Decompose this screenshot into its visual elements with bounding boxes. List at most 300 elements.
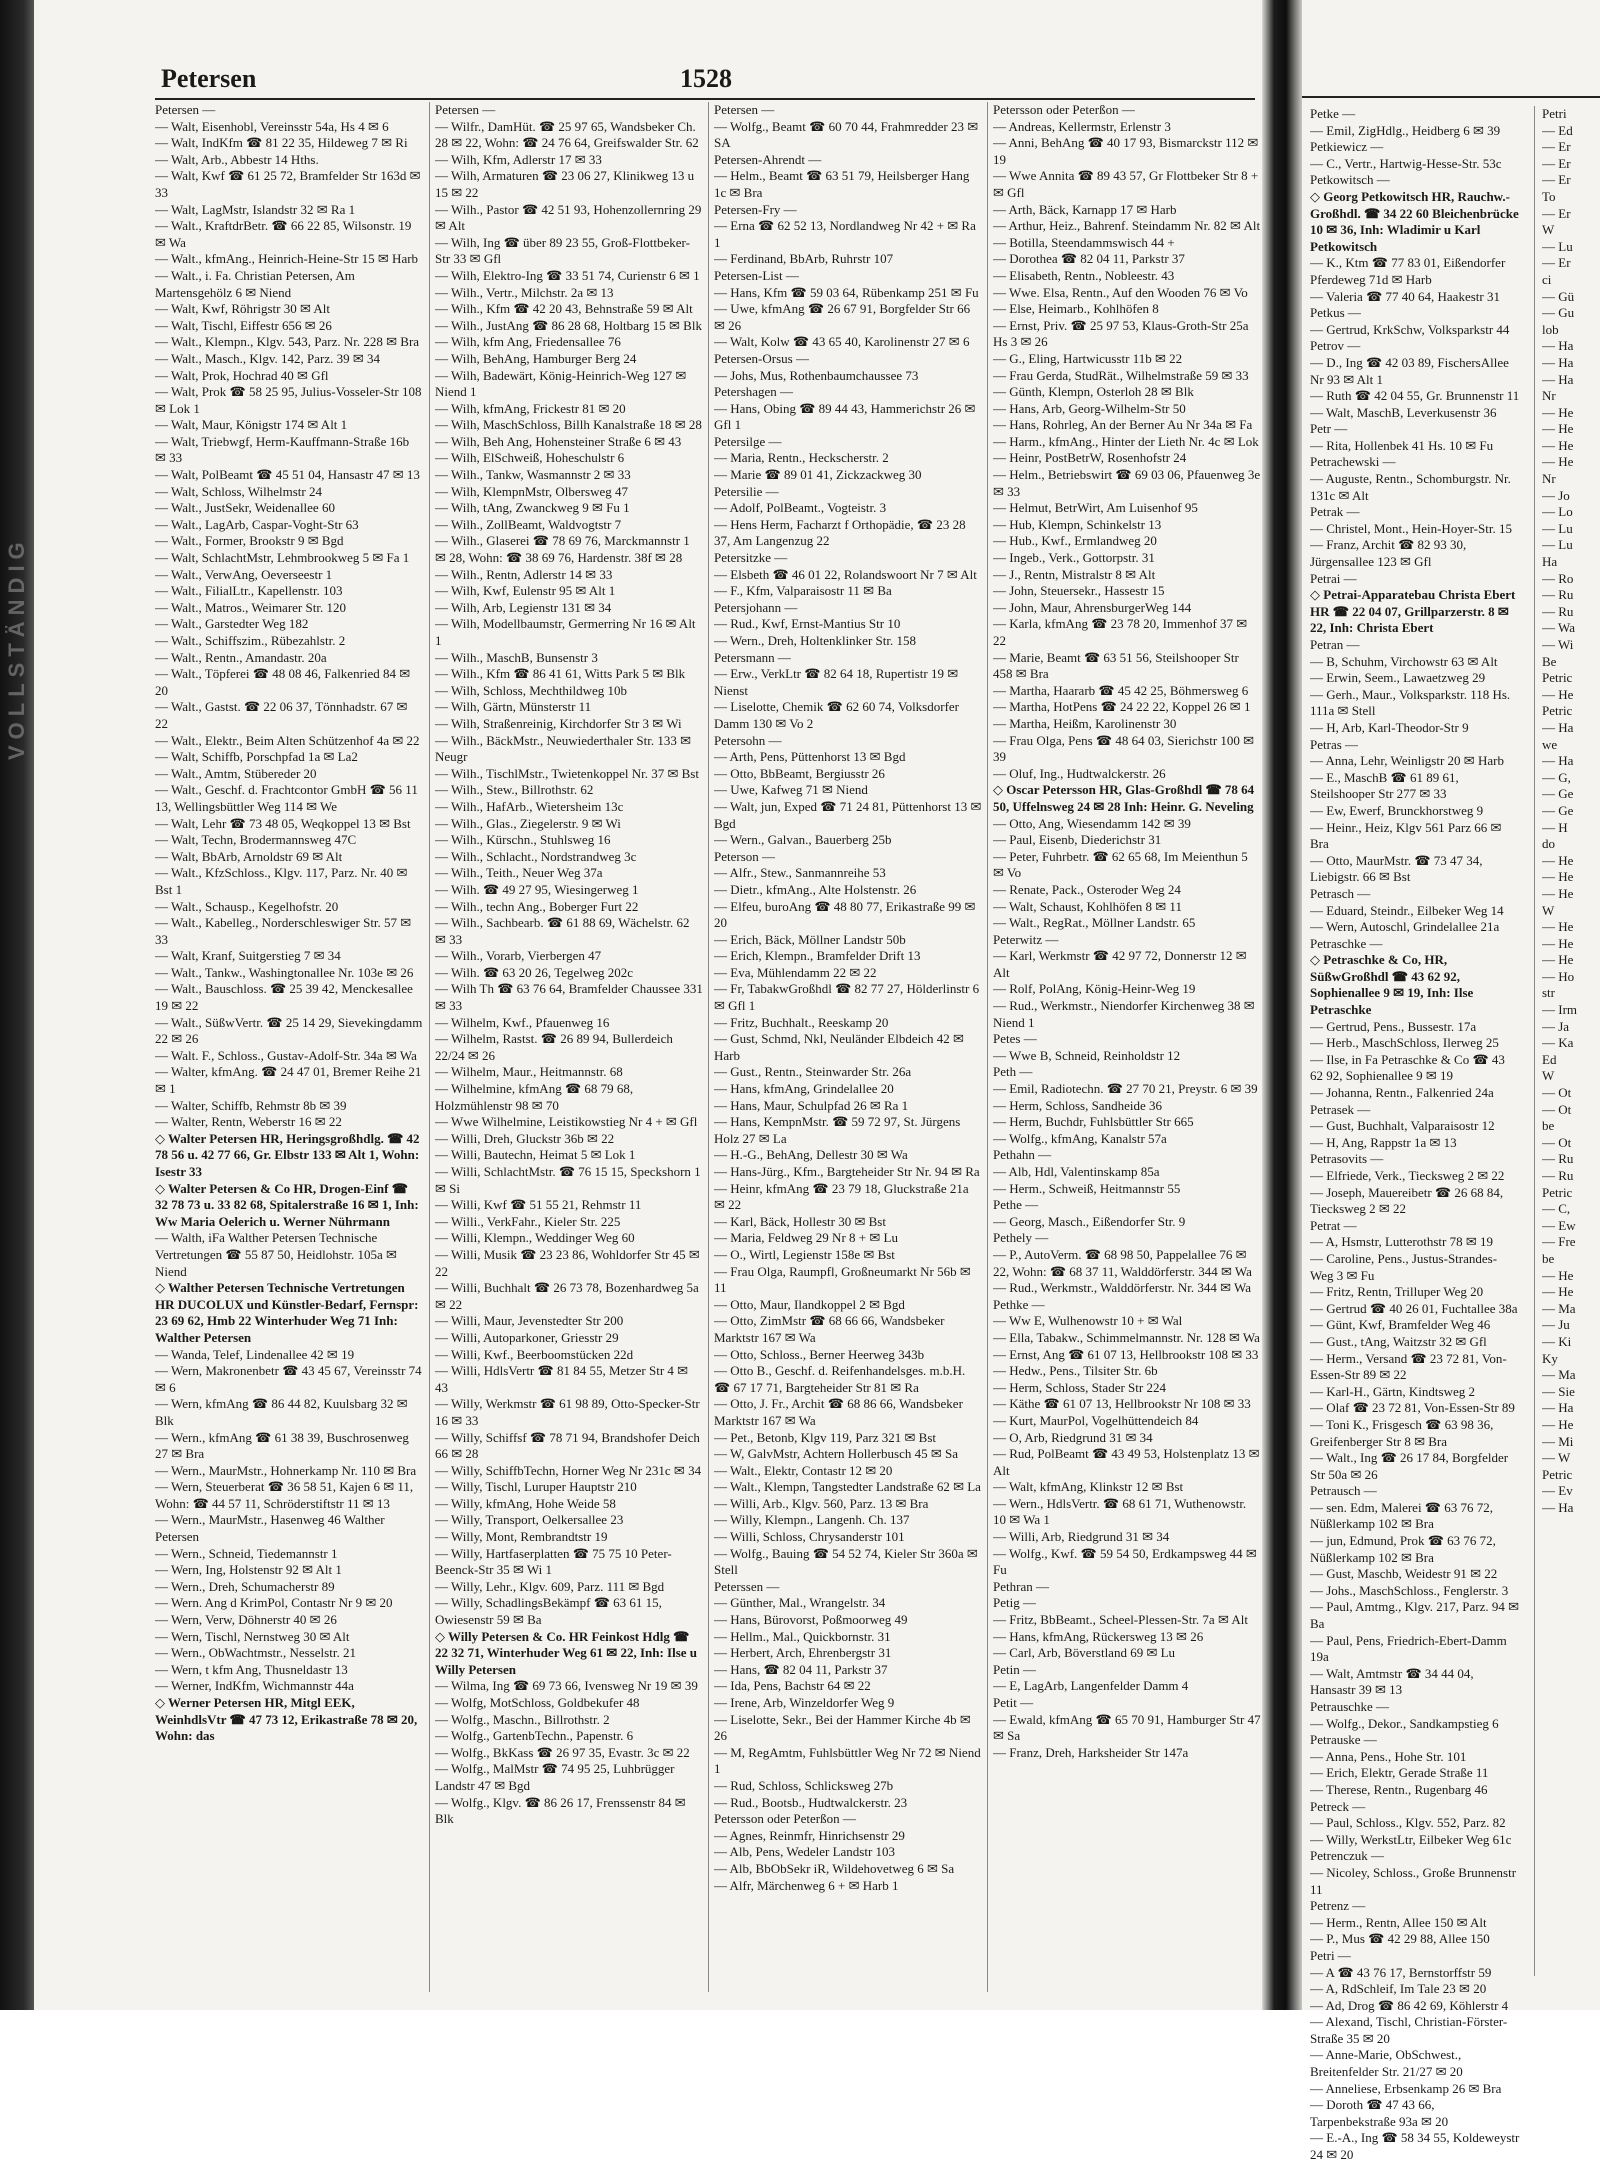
directory-entry: — Elisabeth, Rentn., Nobleestr. 43 [993, 267, 1175, 283]
directory-entry: — Ge [1542, 786, 1574, 802]
surname-heading: Petrenczuk — [1310, 1848, 1385, 1864]
directory-entry: — Liselotte, Sekr., Bei der Hammer Kirche 4b ✉ 26 [714, 1711, 971, 1744]
surname-heading: Petersson oder Peterßon — [714, 1811, 856, 1827]
directory-entry: — Dietr., kfmAng., Alte Holstenstr. 26 [714, 881, 917, 897]
directory-entry: — Willy, Werkmstr ☎ 61 98 89, Otto-Specker-Str 16 ✉ 33 [435, 1396, 700, 1428]
directory-entry: — Er [1542, 205, 1571, 221]
directory-entry: — Walt, Amtmstr ☎ 34 44 04, Hansastr 39 ✉ 13 [1310, 1665, 1474, 1698]
surname-heading: Pethran — [993, 1578, 1049, 1594]
surname-heading: Petin — [993, 1661, 1036, 1677]
directory-entry: — Hans, kfmAng, Grindelallee 20 [714, 1081, 894, 1097]
directory-entry: — Ruth ☎ 42 04 55, Gr. Brunnenstr 11 [1310, 388, 1520, 404]
surname-heading: Pethahn — [993, 1147, 1052, 1163]
directory-entry: — Walt., Matros., Weimarer Str. 120 [155, 599, 346, 615]
surname-heading: Petrasovits — [1310, 1151, 1384, 1167]
directory-entry: — Walt., Tankw., Washingtonallee Nr. 103e ✉ 26 [155, 964, 414, 980]
directory-entry: — Dorothea ☎ 82 04 11, Parkstr 37 [993, 251, 1185, 267]
directory-entry: — Franz, Archit ☎ 82 93 30, Jürgensallee 123 ✉ Gfl [1310, 537, 1467, 570]
surname-heading: Petersjohann — [714, 599, 798, 615]
directory-entry: — Paul, Amtmg., Klgv. 217, Parz. 94 ✉ Ba [1310, 1599, 1520, 1632]
directory-entry: — Wwe Wilhelmine, Leistikowstieg Nr 4 + ✉ Gfl [435, 1114, 698, 1130]
directory-entry: — Marie ☎ 89 01 41, Zickzackweg 30 [714, 467, 922, 483]
directory-entry: — Herbert, Arch, Ehrenbergstr 31 [714, 1645, 892, 1661]
directory-entry: — Willi, Buchhalt ☎ 26 73 78, Bozenhardweg 5a ✉ 22 [435, 1280, 699, 1312]
surname-heading: Petran — [1310, 637, 1360, 652]
directory-entry: — Wilh., Sachbearb. ☎ 61 88 69, Wächelstr. 62 ✉ 33 [435, 915, 690, 947]
directory-entry: — Olaf ☎ 23 72 81, Von-Essen-Str 89 [1310, 1400, 1515, 1416]
directory-entry: — Wwe. Elsa, Rentn., Auf den Wooden 76 ✉ Vo [993, 284, 1248, 300]
directory-entry: — Walt., Klempn., Klgv. 543, Parz. Nr. 228 ✉ Bra [155, 334, 420, 350]
surname-heading: Petke — [1310, 106, 1356, 121]
directory-entry: — Ge [1542, 802, 1574, 818]
directory-entry: — Mi [1542, 1433, 1574, 1449]
directory-entry: — Otto, J. Fr., Archit ☎ 68 86 66, Wandsbeker Marktstr 167 ✉ Wa [714, 1396, 963, 1428]
directory-entry: — Wilh., Pastor ☎ 42 51 93, Hohenzollernring 29 ✉ Alt [435, 201, 702, 234]
directory-entry: — He [1542, 919, 1574, 935]
directory-entry: — He [1542, 869, 1574, 885]
directory-entry: — Ev [1542, 1483, 1573, 1499]
directory-entry: — Rud., Kwf, Ernst-Mantius Str 10 [714, 616, 901, 632]
directory-entry: — Ho [1542, 968, 1575, 984]
directory-entry: — Willi, Maur, Jevenstedter Str 200 [435, 1313, 624, 1329]
directory-entry: — He [1542, 437, 1574, 453]
directory-entry: — E.-A., Ing ☎ 58 34 55, Koldeweystr 24 ✉ 20 [1310, 2130, 1520, 2163]
directory-entry: — Johs, Mus, Rothenbaumchaussee 73 [714, 367, 919, 383]
directory-entry: do [1542, 836, 1555, 852]
directory-entry: — Wilh. ☎ 49 27 95, Wiesingerweg 1 [435, 881, 639, 897]
directory-entry: W [1542, 1068, 1555, 1084]
surname-heading: Pethe — [993, 1197, 1039, 1213]
directory-entry: — Wolfg., MalMstr ☎ 74 95 25, Luhbrügger Landstr 47 ✉ Bgd [435, 1761, 675, 1793]
directory-entry: — Fritz, Buchhalt., Reeskamp 20 [714, 1014, 889, 1030]
directory-entry: — Gü [1542, 288, 1575, 304]
directory-entry: — Walt, Triebwgf, Herm-Kauffmann-Straße 16b ✉ 33 [155, 433, 410, 466]
surname-heading: Petkiewicz — [1310, 139, 1384, 155]
directory-entry: — C, [1542, 1201, 1571, 1217]
directory-entry: — Walt, Kwf, Röhrigstr 30 ✉ Alt [155, 301, 330, 317]
directory-entry: — Alfr., Stew., Sanmannreihe 53 [714, 865, 886, 881]
directory-entry: — Hans, Rohrleg, An der Berner Au Nr 34a ✉ Fa [993, 417, 1253, 433]
directory-entry: — W, GalvMstr, Achtern Hollerbusch 45 ✉ Sa [714, 1446, 958, 1462]
directory-entry: Nr [1542, 388, 1556, 404]
directory-entry: — P., Mus ☎ 42 29 88, Allee 150 [1310, 1931, 1490, 1947]
surname-heading: Petersitzke — [714, 550, 788, 566]
directory-entry: — Rud, Schloss, Schlicksweg 27b [714, 1777, 894, 1793]
directory-entry: — Wilh, Kfm, Adlerstr 17 ✉ 33 [435, 151, 602, 167]
directory-entry: — Herm, Buchdr, Fuhlsbüttler Str 665 [993, 1114, 1194, 1130]
directory-entry: — Willy, Lehr., Klgv. 609, Parz. 111 ✉ Bgd [435, 1578, 665, 1594]
directory-entry: — Walt., Ing ☎ 26 17 84, Borgfelder Str 50a ✉ 26 [1310, 1450, 1509, 1482]
directory-entry: — Walt., Schiffszim., Rübezahlstr. 2 [155, 633, 346, 648]
directory-entry: — Ella, Tabakw., Schimmelmannstr. Nr. 128 ✉ Wa [993, 1329, 1260, 1345]
directory-entry: ◇ Walter Petersen HR, Heringsgroßhdlg. ☎ 42 78 56 u. 42 77 66, Gr. Elbstr 133 ✉ Alt 1, Wohn: Isestr 33 [155, 1130, 420, 1179]
directory-entry: — Rud., Werkmstr., Niendorfer Kirchenweg 38 ✉ Niend 1 [993, 998, 1255, 1030]
directory-entry: — jun, Edmund, Prok ☎ 63 76 72, Nüßlerkamp 102 ✉ Bra [1310, 1533, 1496, 1565]
directory-entry: — Ha [1542, 1499, 1574, 1515]
directory-entry: — Wilh., techn Ang., Boberger Furt 22 [435, 898, 639, 914]
directory-entry: — Johs., MaschSchloss., Fenglerstr. 3 [1310, 1582, 1509, 1598]
directory-entry: — Wilh, Arb, Legienstr 131 ✉ 34 [435, 599, 612, 615]
directory-entry: — Walt., LagArb, Caspar-Voght-Str 63 [155, 516, 359, 532]
surname-heading: Peth — [993, 1064, 1033, 1080]
directory-entry: — Wolfg., Bauing ☎ 54 52 74, Kieler Str 360a ✉ Stell [714, 1545, 978, 1578]
directory-entry: — He [1542, 404, 1574, 420]
directory-entry: — Willi, Arb, Riedgrund 31 ✉ 34 [993, 1529, 1170, 1545]
directory-entry: — Walter, kfmAng. ☎ 24 47 01, Bremer Reihe 21 ✉ 1 [155, 1064, 422, 1097]
surname-heading: Petrenz — [1310, 1898, 1366, 1914]
directory-entry: — Helmut, BetrWirt, Am Luisenhof 95 [993, 500, 1198, 516]
directory-entry: — Johanna, Rentn., Falkenried 24a [1310, 1085, 1494, 1101]
directory-entry: — Hellm., Mal., Quickbornstr. 31 [714, 1628, 891, 1644]
directory-entry: — Maria, Feldweg 29 Nr 8 + ✉ Lu [714, 1230, 898, 1246]
directory-entry: — Wilh., Kfm ☎ 42 20 43, Behnstraße 59 ✉ Alt [435, 301, 693, 317]
directory-entry: — Toni K., Frisgesch ☎ 63 98 36, Greifenberger Str 8 ✉ Bra [1310, 1416, 1494, 1449]
right-page [1302, 50, 1600, 2163]
directory-entry: — Wilh., JustAng ☎ 86 28 68, Holtbarg 15 ✉ Blk [435, 317, 702, 333]
surname-heading: Petric [1542, 670, 1573, 686]
directory-entry: — Willy, Hartfaserplatten ☎ 75 75 10 Peter-Beenck-Str 35 ✉ Wi 1 [435, 1545, 672, 1578]
directory-entry: — Erich, Elektr, Gerade Straße 11 [1310, 1765, 1489, 1781]
directory-entry: — Rud., Werkmstr., Walddörferstr. Nr. 344 ✉ Wa [993, 1280, 1251, 1296]
directory-entry: — Alb, Hdl, Valentinskamp 85a [993, 1164, 1160, 1179]
directory-entry: — Ha [1542, 371, 1574, 387]
column-divider [708, 102, 709, 1992]
column-divider [1534, 106, 1535, 1976]
page-gutter [1262, 0, 1302, 2010]
directory-entry: — Hans, KempnMstr. ☎ 59 72 97, St. Jürgens Holz 27 ✉ La [714, 1114, 961, 1146]
directory-entry: — P., AutoVerm. ☎ 68 98 50, Pappelallee 76 ✉ 22, Wohn: ☎ 68 37 11, Walddörferstr. 344 ✉ Wa [993, 1246, 1252, 1279]
directory-entry: — Ew, Ewerf, Brunckhorstweg 9 [1310, 802, 1484, 818]
directory-entry: ◇ Oscar Petersson HR, Glas-Großhdl ☎ 78 64 50, Uffelnsweg 24 ✉ 28 Inh: Heinr. G. Neveling [993, 782, 1255, 814]
directory-entry: — Agnes, Reinmfr, Hinrichsenstr 29 [714, 1827, 905, 1843]
directory-entry: — Wilh, Modellbaumstr, Germerring Nr 16 ✉ Alt 1 [435, 616, 696, 648]
directory-entry: — Erw., VerkLtr ☎ 82 64 18, Rupertistr 19 ✉ Nienst [714, 666, 959, 698]
directory-entry: — Willy, Tischl, Luruper Hauptstr 210 [435, 1479, 637, 1495]
directory-entry: — Günth, Klempn, Osterloh 28 ✉ Blk [993, 384, 1194, 400]
surname-heading: Petrasch — [1310, 885, 1371, 901]
directory-entry: — Otto, MaurMstr. ☎ 73 47 34, Liebigstr. 66 ✉ Bst [1310, 852, 1483, 885]
directory-entry: — Wwe Annita ☎ 89 43 57, Gr Flottbeker Str 8 + ✉ Gfl [993, 168, 1259, 200]
directory-entry: — Ilse, in Fa Petraschke & Co ☎ 43 62 92, Sophienallee 9 ✉ 19 [1310, 1051, 1505, 1084]
directory-entry: — Wilh, kfm Ang, Friedensallee 76 [435, 334, 621, 350]
directory-entry: — He [1542, 852, 1574, 868]
directory-entry: — He [1542, 935, 1574, 951]
directory-entry: — Wilh., Rentn, Adlerstr 14 ✉ 33 [435, 566, 613, 582]
directory-entry: — Wanda, Telef, Lindenallee 42 ✉ 19 [155, 1346, 355, 1362]
directory-entry: — G, [1542, 769, 1571, 785]
directory-entry: — Herm., Schweiß, Heitmannstr 55 [993, 1180, 1181, 1196]
directory-entry: — Walth, iFa Walther Petersen Technische Vertretungen ☎ 55 87 50, Heidlohstr. 105a ✉ Niend [155, 1230, 397, 1279]
directory-entry: — Walt., KraftdrBetr. ☎ 66 22 85, Wilsonstr. 19 ✉ Wa [155, 218, 412, 250]
directory-entry: — G., Eling, Hartwicusstr 11b ✉ 22 [993, 350, 1183, 366]
directory-entry: — He [1542, 1284, 1574, 1300]
directory-entry: — Adolf, PolBeamt., Vogteistr. 3 [714, 500, 887, 516]
directory-entry: — J., Rentn, Mistralstr 8 ✉ Alt [993, 566, 1156, 582]
directory-entry: ◇ Willy Petersen & Co. HR Feinkost Hdlg ☎ 22 32 71, Winterhuder Weg 61 ✉ 22, Inh: Ilse u Willy Petersen [435, 1628, 698, 1677]
surname-heading: Petes — [993, 1031, 1037, 1047]
directory-entry: — Wilh, Ing ☎ über 89 23 55, Groß-Flottbeker-Str 33 ✉ Gfl [435, 234, 690, 267]
directory-entry: — Walt., kfmAng., Heinrich-Heine-Str 15 ✉ Harb [155, 251, 419, 267]
directory-entry: — Walt, Lehr ☎ 73 48 05, Weqkoppel 13 ✉ Bst [155, 815, 411, 831]
directory-entry: — Walt, kfmAng, Klinkstr 12 ✉ Bst [993, 1479, 1184, 1495]
directory-entry: — Herm., Rentn, Allee 150 ✉ Alt [1310, 1914, 1487, 1930]
directory-entry: — Wern, Autoschl, Grindelallee 21a [1310, 919, 1500, 935]
directory-entry: — Hans, Maur, Schulpfad 26 ✉ Ra 1 [714, 1097, 909, 1113]
book-spine [0, 0, 34, 2010]
surname-heading: Petrat — [1310, 1217, 1357, 1233]
directory-entry: — H, Ang, Rappstr 1a ✉ 13 [1310, 1134, 1457, 1150]
directory-entry: — Wern, Makronenbetr ☎ 43 45 67, Vereinsstr 74 ✉ 6 [155, 1363, 422, 1395]
directory-entry: — Gertrud, KrkSchw, Volksparkstr 44 [1310, 321, 1510, 337]
header-rule [1302, 96, 1600, 98]
surname-heading: Petrai — [1310, 570, 1357, 586]
directory-entry: — Gust, Schmd, Nkl, Neuländer Elbdeich 42 ✉ Harb [714, 1031, 964, 1063]
directory-entry: — Werner, IndKfm, Wichmannstr 44a [155, 1678, 354, 1694]
directory-entry: — Ru [1542, 1151, 1574, 1167]
directory-entry: — He [1542, 454, 1574, 470]
directory-entry: ◇ Walter Petersen & Co HR, Drogen-Einf ☎ 32 78 73 u. 33 82 68, Spitalerstraße 16 ✉ 1, Inh: Ww Maria Oelerich u. Werner Nührmann [155, 1180, 419, 1229]
directory-entry: — Wilma, Ing ☎ 69 73 66, Ivensweg Nr 19 ✉ 39 [435, 1678, 698, 1694]
surname-heading: Petershagen — [714, 384, 794, 400]
directory-entry: — Pet., Betonb, Klgv 119, Parz 321 ✉ Bst [714, 1429, 937, 1445]
directory-entry: — Wilh. ☎ 63 20 26, Tegelweg 202c [435, 964, 634, 980]
surname-heading: Peterson — [714, 848, 776, 864]
directory-entry: — Alb, BbObSekr iR, Wildehovetweg 6 ✉ Sa [714, 1860, 955, 1876]
directory-entry: str [1542, 985, 1555, 1001]
directory-entry: — Ki [1542, 1333, 1572, 1349]
directory-entry: — Walt, MaschB, Leverkusenstr 36 [1310, 404, 1497, 420]
directory-entry: — Frau Olga, Pens ☎ 48 64 03, Sierichstr 100 ✉ 39 [993, 732, 1255, 765]
directory-entry: — Anne-Marie, ObSchwest., Breitenfelder Str. 21/27 ✉ 20 [1310, 2047, 1463, 2080]
directory-entry: — Willi, Schloss, Chrysanderstr 101 [714, 1529, 905, 1545]
directory-entry: lob [1542, 321, 1559, 337]
directory-entry: — Caroline, Pens., Justus-Strandes-Weg 3 ✉ Fu [1310, 1250, 1498, 1283]
directory-entry: — Walter, Schiffb, Rehmstr 8b ✉ 39 [155, 1097, 347, 1113]
directory-entry: — Arth, Bäck, Karnapp 17 ✉ Harb [993, 201, 1177, 217]
directory-entry: — Wilh., BäckMstr., Neuwiederthaler Str. 133 ✉ Neugr [435, 732, 692, 765]
directory-entry: — Ot [1542, 1134, 1572, 1150]
directory-entry: — Ru [1542, 587, 1574, 603]
directory-entry: — Walt, SchlachtMstr, Lehmbrookweg 5 ✉ Fa 1 [155, 550, 410, 566]
surname-heading: Petersen — [435, 102, 496, 117]
directory-entry: — W [1542, 1450, 1571, 1466]
directory-entry: — Walt, jun, Exped ☎ 71 24 81, Püttenhorst 13 ✉ Bgd [714, 798, 982, 831]
directory-entry: — Wilh, Schloss, Mechthildweg 10b [435, 682, 628, 698]
directory-entry: — Martha, Haararb ☎ 45 42 25, Böhmersweg 6 [993, 682, 1249, 698]
directory-entry: — Hub., Kwf., Ermlandweg 20 [993, 533, 1157, 549]
directory-entry: — Wilfr., DamHüt. ☎ 25 97 65, Wandsbeker Ch. 28 ✉ 22, Wohn: ☎ 24 76 64, Greifswalder Str. 62 [435, 118, 699, 151]
directory-entry: — Hedw., Pens., Tilsiter Str. 6b [993, 1363, 1158, 1379]
directory-entry: — Willi, SchlachtMstr. ☎ 76 15 15, Speckshorn 1 ✉ Si [435, 1164, 701, 1196]
directory-entry: Be [1542, 653, 1557, 669]
directory-entry: — Wern., HdlsVertr. ☎ 68 61 71, Wuthenowstr. 10 ✉ Wa 1 [993, 1495, 1247, 1528]
directory-entry: — E, LagArb, Langenfelder Damm 4 [993, 1678, 1189, 1694]
surname-heading: Petersohn — [714, 732, 782, 748]
right-directory-column-2 [1542, 106, 1600, 1516]
directory-entry: — Willy, SchiffbTechn, Horner Weg Nr 231c ✉ 34 [435, 1462, 702, 1478]
directory-entry: — Ad, Drog ☎ 86 42 69, Köhlerstr 4 [1310, 1997, 1509, 2013]
directory-entry: ◇ Georg Petkowitsch HR, Rauchw.-Großhdl. ☎ 34 22 60 Bleichenbrücke 10 ✉ 36, Inh: Wladimir u Karl Petkowitsch [1310, 188, 1519, 254]
directory-entry: — Irene, Arb, Winzeldorfer Weg 9 [714, 1695, 895, 1710]
directory-entry: — Wern, t kfm Ang, Thusneldastr 13 [155, 1661, 348, 1677]
directory-entry: — Arth, Pens, Püttenhorst 13 ✉ Bgd [714, 749, 906, 765]
surname-heading: Petric [1542, 1466, 1573, 1482]
directory-entry: — B, Schuhm, Virchowstr 63 ✉ Alt [1310, 653, 1498, 669]
directory-entry: — Heinr., Heiz, Klgv 561 Parz 66 ✉ Bra [1310, 819, 1502, 852]
directory-entry: — Ha [1542, 753, 1574, 769]
surname-heading: Pethely — [993, 1230, 1049, 1246]
directory-entry: — Walt. F., Schloss., Gustav-Adolf-Str. 34a ✉ Wa [155, 1047, 417, 1063]
directory-entry: — Hans, Bürovorst, Poßmoorweg 49 [714, 1612, 908, 1628]
directory-entry: — Else, Heimarb., Kohlhöfen 8 [993, 301, 1159, 317]
surname-heading: Petkowitsch — [1310, 172, 1390, 188]
directory-entry: — Willi, HdlsVertr ☎ 81 84 55, Metzer Str 4 ✉ 43 [435, 1363, 689, 1395]
directory-entry: — Walter, Rentn, Weberstr 16 ✉ 22 [155, 1114, 342, 1130]
column-divider [987, 102, 988, 1992]
directory-entry: — Eva, Mühlendamm 22 ✉ 22 [714, 964, 877, 980]
directory-entry: — Walt, Arb., Abbestr 14 Hths. [155, 151, 319, 167]
directory-entry: — Walt, Maur, Königstr 174 ✉ Alt 1 [155, 417, 348, 433]
directory-entry: — Wilh, Kwf, Eulenstr 95 ✉ Alt 1 [435, 583, 616, 599]
directory-entry: — Franz, Dreh, Harksheider Str 147a [993, 1744, 1189, 1760]
directory-entry: — Alexand, Tischl, Christian-Förster-Straße 35 ✉ 20 [1310, 2014, 1508, 2046]
directory-entry: — Harm., kfmAng., Hinter der Lieth Nr. 4c ✉ Lok [993, 433, 1259, 449]
surname-heading: Petrauschke — [1310, 1699, 1390, 1714]
directory-entry: — Erwin, Seem., Lawaetzweg 29 [1310, 670, 1486, 686]
directory-entry: — Walt., Kabelleg., Norderschleswiger Str. 57 ✉ 33 [155, 915, 412, 947]
surname-heading: Petersilie — [714, 483, 779, 499]
directory-entry: — Auguste, Rentn., Schomburgstr. Nr. 131c ✉ Alt [1310, 471, 1511, 503]
directory-entry: — Wolfg, MotSchloss, Goldbekufer 48 [435, 1695, 640, 1710]
directory-entry: — Karl, Bäck, Hollestr 30 ✉ Bst [714, 1213, 886, 1229]
directory-entry: — He [1542, 885, 1574, 901]
directory-entry: — John, Steuersekr., Hassestr 15 [993, 583, 1165, 599]
directory-entry: — John, Maur, AhrensburgerWeg 144 [993, 599, 1192, 615]
directory-entry: — Wilh, Beh Ang, Hohensteiner Straße 6 ✉ 43 [435, 433, 682, 449]
surname-heading: Peterwitz — [993, 931, 1059, 947]
directory-entry: — Elsbeth ☎ 46 01 22, Rolandswoort Nr 7 ✉ Alt [714, 566, 977, 582]
directory-entry: — Willi, Autoparkoner, Griesstr 29 [435, 1329, 619, 1345]
directory-entry: — Wolfg., Dekor., Sandkampstieg 6 [1310, 1715, 1499, 1731]
directory-entry: — Wilh, Gärtn, Münsterstr 11 [435, 699, 592, 715]
directory-entry: — Wolfg., GartenbTechn., Papenstr. 6 [435, 1728, 634, 1744]
directory-entry: — Frau Olga, Raumpfl, Großneumarkt Nr 56b ✉ 11 [714, 1263, 971, 1296]
directory-entry: — Fritz, Rentn, Trilluper Weg 20 [1310, 1284, 1484, 1300]
directory-entry: — Wilh., Kfm ☎ 86 41 61, Witts Park 5 ✉ Blk [435, 666, 686, 682]
directory-column-2 [435, 102, 703, 1828]
directory-entry: — Walt, Schaust, Kohlhöfen 8 ✉ 11 [993, 898, 1182, 914]
directory-entry: W [1542, 902, 1555, 918]
directory-entry: — Wern., Dreh, Schumacherstr 89 [155, 1578, 335, 1594]
directory-entry: — Fre [1542, 1234, 1576, 1250]
directory-entry: — Arthur, Heiz., Bahrenf. Steindamm Nr. 82 ✉ Alt [993, 218, 1261, 234]
directory-entry: — Wilh, Badewärt, König-Heinrich-Weg 127 ✉ Niend 1 [435, 367, 687, 400]
directory-entry: — Fritz, BbBeamt., Scheel-Plessen-Str. 7a ✉ Alt [993, 1612, 1248, 1628]
directory-entry: — Emil, Radiotechn. ☎ 27 70 21, Preystr. 6 ✉ 39 [993, 1081, 1258, 1097]
directory-entry: — Gust, Buchhalt, Valparaisostr 12 [1310, 1118, 1495, 1134]
surname-heading: Petit — [993, 1695, 1034, 1710]
directory-entry: — D., Ing ☎ 42 03 89, FischersAllee Nr 93 ✉ Alt 1 [1310, 354, 1509, 387]
directory-entry: — Walt., RegRat., Möllner Landstr. 65 [993, 915, 1196, 931]
directory-column-3 [714, 102, 982, 1894]
directory-entry: — Wilh., Kürschn., Stuhlsweg 16 [435, 832, 611, 848]
surname-heading: Petric [1542, 1184, 1573, 1200]
directory-entry: — Nicoley, Schloss., Große Brunnenstr 11 [1310, 1864, 1517, 1897]
directory-entry: — Emil, ZigHdlg., Heidberg 6 ✉ 39 [1310, 122, 1501, 138]
directory-entry: — Walt., Klempn, Tangstedter Landstraße 62 ✉ La [714, 1479, 981, 1495]
directory-entry: — Wern, Verw, Döhnerstr 40 ✉ 26 [155, 1612, 337, 1628]
directory-entry: — Paul, Schloss., Klgv. 552, Parz. 82 [1310, 1815, 1506, 1831]
directory-entry: — Maria, Rentn., Heckscherstr. 2 [714, 450, 889, 466]
directory-entry: — Willi., VerkFahr., Kieler Str. 225 [435, 1213, 621, 1229]
directory-entry: — Walt., i. Fa. Christian Petersen, Am Martensgehölz 6 ✉ Niend [155, 267, 355, 300]
page-number: 1528 [680, 64, 732, 93]
directory-entry: — Walt, IndKfm ☎ 81 22 35, Hildeweg 7 ✉ Ri [155, 135, 408, 151]
directory-entry: — Wilh., MaschB, Bunsenstr 3 [435, 649, 598, 665]
directory-entry: — Gertrud ☎ 40 26 01, Fuchtallee 38a [1310, 1300, 1518, 1316]
directory-entry: — Wilh, ElSchweiß, Hoheschulstr 6 [435, 450, 625, 466]
directory-entry: — Ka [1542, 1035, 1574, 1051]
directory-entry: — Willi, Kwf., Beerboomstücken 22d [435, 1346, 634, 1362]
directory-entry: — Wern., kfmAng ☎ 61 38 39, Buschrosenweg 27 ✉ Bra [155, 1429, 409, 1462]
directory-entry: — Wilh., Teith., Neuer Weg 37a [435, 865, 603, 881]
directory-entry: — Wilh, MaschSchloss, Billh Kanalstraße 18 ✉ 28 [435, 417, 702, 433]
directory-entry: — Alb, Pens, Wedeler Landstr 103 [714, 1844, 896, 1860]
directory-entry: — Gertrud, Pens., Bussestr. 17a [1310, 1018, 1477, 1034]
directory-entry: — He [1542, 686, 1574, 702]
surname-heading: Petreck — [1310, 1798, 1366, 1814]
directory-entry: — Er [1542, 255, 1571, 271]
directory-entry: — Wolfg., BkKass ☎ 26 97 35, Evastr. 3c ✉ 22 [435, 1744, 690, 1760]
directory-entry: — E., MaschB ☎ 61 89 61, Steilshooper Str 277 ✉ 33 [1310, 769, 1459, 802]
surname-heading: Petersen — [155, 102, 216, 117]
directory-entry: — Anna, Lehr, Weinligstr 20 ✉ Harb [1310, 753, 1504, 769]
directory-entry: — Walt, Eisenhobl, Vereinsstr 54a, Hs 4 ✉ 6 [155, 118, 389, 134]
directory-entry: — Willi, Arb., Klgv. 560, Parz. 13 ✉ Bra [714, 1495, 929, 1511]
directory-entry: — Willi, Kwf ☎ 51 55 21, Rehmstr 11 [435, 1197, 642, 1213]
directory-entry: — Walt., KfzSchloss., Klgv. 117, Parz. Nr. 40 ✉ Bst 1 [155, 865, 408, 897]
directory-entry: — Willy, Schiffsf ☎ 78 71 94, Brandshofer Deich 66 ✉ 28 [435, 1429, 700, 1462]
directory-entry: — Irm [1542, 1002, 1578, 1018]
directory-entry: — Ro [1542, 570, 1574, 586]
column-divider [429, 102, 430, 1992]
directory-entry: Ed [1542, 1051, 1557, 1067]
directory-entry: — Walt., Rentn., Amandastr. 20a [155, 649, 327, 665]
directory-entry: — Lu [1542, 537, 1573, 553]
directory-entry: — Lo [1542, 504, 1573, 520]
directory-entry: — Gerh., Maur., Volksparkstr. 118 Hs. 111a ✉ Stell [1310, 686, 1511, 719]
directory-entry: — Ingeb., Verk., Gottorpstr. 31 [993, 550, 1155, 566]
spine-text: VOLLSTÄNDIG [4, 536, 29, 760]
directory-entry: — O., Wirtl, Legienstr 158e ✉ Bst [714, 1246, 895, 1262]
directory-entry: — K., Ktm ☎ 77 83 01, Eißendorfer Pferdeweg 71d ✉ Harb [1310, 255, 1506, 287]
directory-entry: — Otto, Schloss., Berner Heerweg 343b [714, 1346, 925, 1362]
directory-entry: — Er [1542, 139, 1571, 155]
directory-entry: — Wilh., Vertr., Milchstr. 2a ✉ 13 [435, 284, 614, 300]
directory-entry: — Kurt, MaurPol, Vogelhüttendeich 84 [993, 1412, 1199, 1428]
directory-entry: — Oluf, Ing., Hudtwalckerstr. 26 [993, 765, 1166, 781]
directory-entry: — Willi, Klempn., Weddinger Weg 60 [435, 1230, 635, 1246]
directory-entry: — Wern, Tischl, Nernstweg 30 ✉ Alt [155, 1628, 350, 1644]
directory-entry: — Wa [1542, 620, 1576, 636]
directory-entry: — Wi [1542, 637, 1574, 652]
surname-heading: Petric [1542, 703, 1573, 719]
directory-entry: — Therese, Rentn., Rugenbarg 46 [1310, 1781, 1488, 1797]
directory-entry: — Walt., Gastst. ☎ 22 06 37, Tönnhadstr. 67 ✉ 22 [155, 699, 408, 731]
directory-entry: — Botilla, Steendammswisch 44 + [993, 234, 1175, 250]
directory-entry: — Ja [1542, 1018, 1570, 1034]
directory-entry: — Ot [1542, 1085, 1572, 1101]
